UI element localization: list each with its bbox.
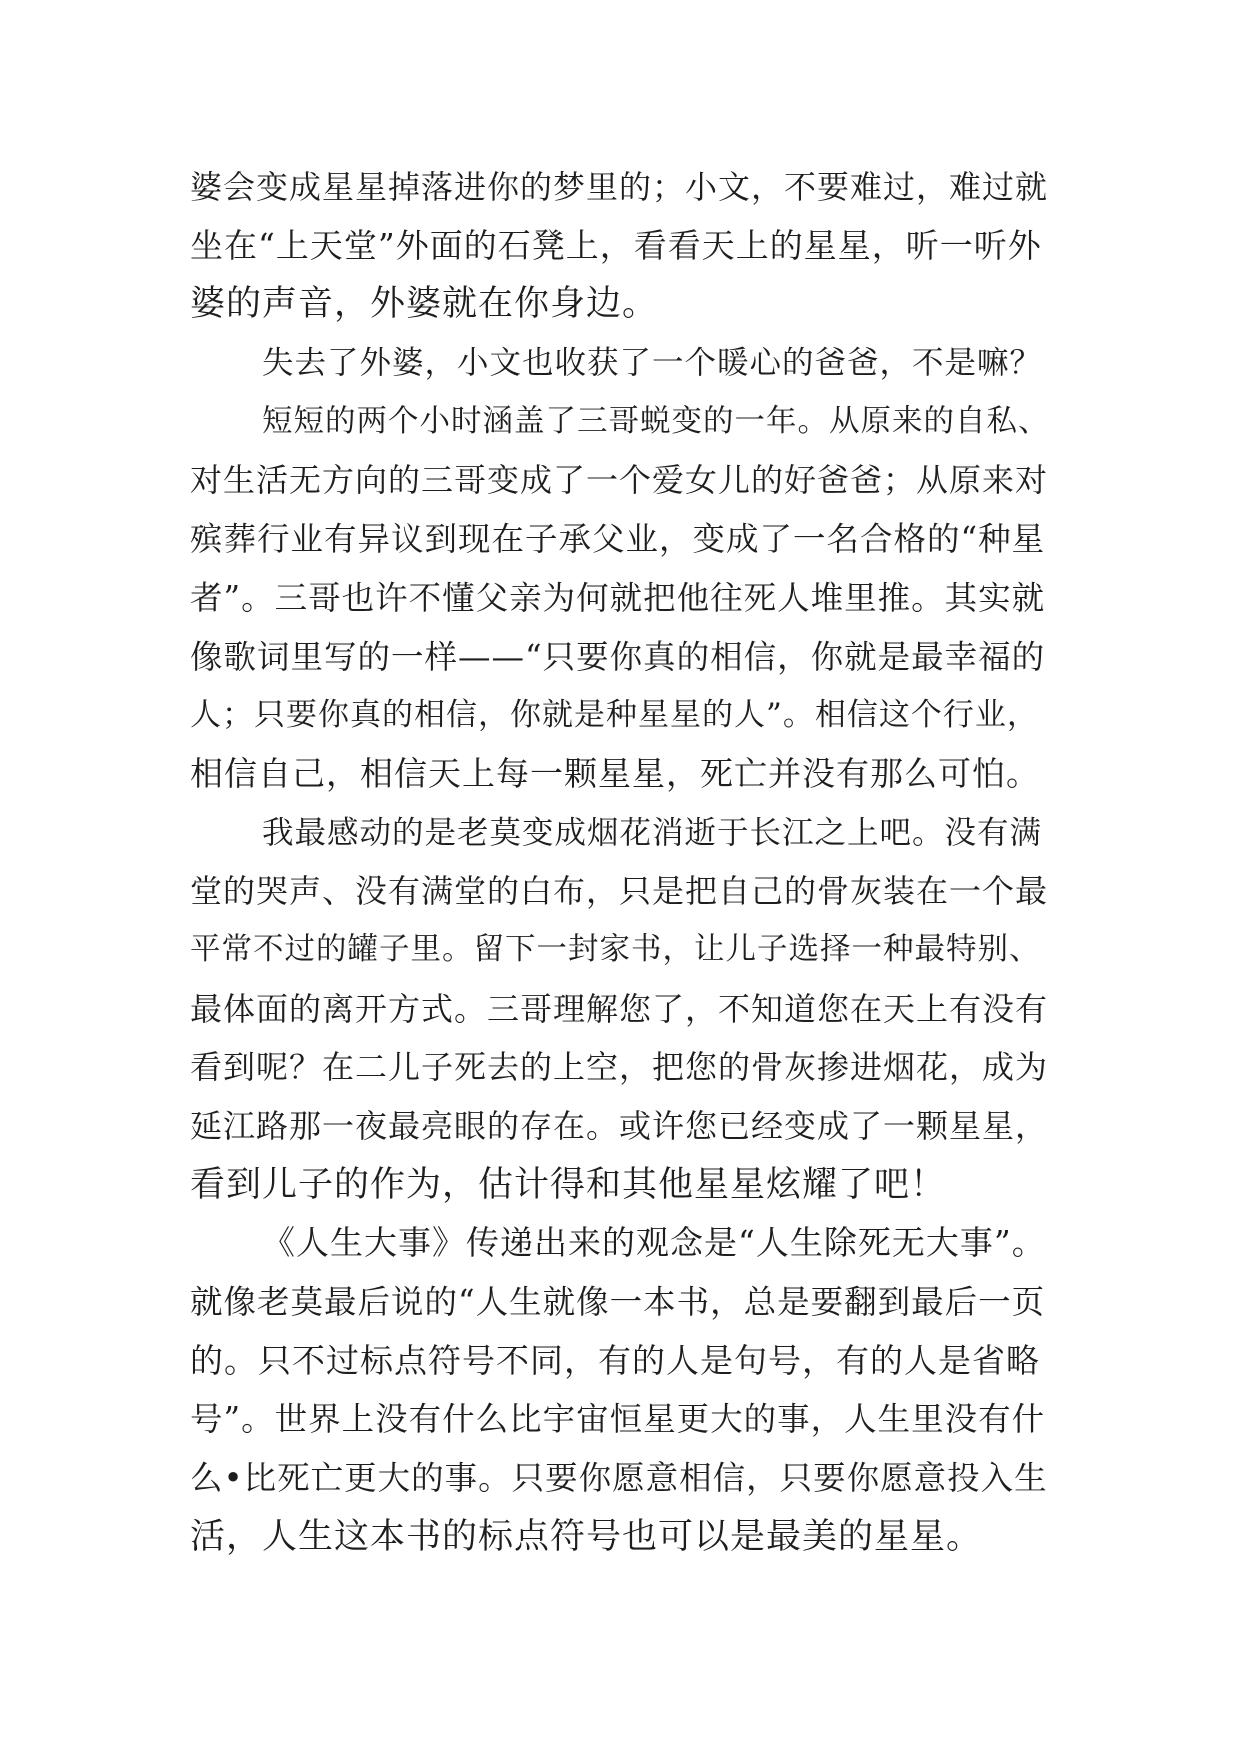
document-body (190, 158, 1050, 1567)
text-line: 么•比死亡更大的事。只要你愿意相信，只要你愿意投入生 (190, 1459, 1048, 1498)
text-line: 婆的声音，外婆就在你身边。 (190, 284, 659, 325)
text-line: 坐在“上天堂”外面的石凳上，看看天上的星星，听一听外 (190, 225, 1042, 265)
text-line: 的。只不过标点符号不同，有的人是句号，有的人是省略 (190, 1340, 1040, 1380)
text-line: 最体面的离开方式。三哥理解您了，不知道您在天上有没有 (190, 989, 1049, 1028)
text-line: 号”。世界上没有什么比宇宙恒星更大的事，人生里没有什 (190, 1400, 1046, 1439)
text-line: 看到呢？在二儿子死去的上空，把您的骨灰掺进烟花，成为 (190, 1048, 1049, 1087)
text-line: 就像老莫最后说的“人生就像一本书，总是要翻到最后一页 (190, 1283, 1046, 1322)
text-line: 者”。三哥也许不懂父亲为何就把他往死人堆里推。其实就 (190, 578, 1046, 617)
text-line: 像歌词里写的一样——“只要你真的相信，你就是最幸福的 (190, 637, 1046, 676)
text-line: 人；只要你真的相信，你就是种星星的人”。相信这个行业， (190, 697, 1039, 734)
text-line: 失去了外婆，小文也收获了一个暖心的爸爸，不是嘛？ (262, 345, 1043, 382)
text-line: 活，人生这本书的标点符号也可以是最美的星星。 (190, 1516, 983, 1557)
text-line: 看到儿子的作为，估计得和其他星星炫耀了吧！ (190, 1164, 947, 1205)
text-line: 延江路那一夜最亮眼的存在。或许您已经变成了一颗星星， (190, 1107, 1049, 1145)
text-line: 短短的两个小时涵盖了三哥蜕变的一年。从原来的自私、 (262, 403, 1050, 439)
text-line: 对生活无方向的三哥变成了一个爱女儿的好爸爸；从原来对 (190, 461, 1049, 500)
text-line: 堂的哭声、没有满堂的白布，只是把自己的骨灰装在一个最 (190, 872, 1049, 911)
text-line: 婆会变成星星掉落进你的梦里的；小文，不要难过，难过就 (190, 168, 1049, 206)
text-line: 殡葬行业有异议到现在子承父业，变成了一名合格的“种星 (190, 520, 1046, 559)
text-line: 我最感动的是老莫变成烟花消逝于长江之上吧。没有满 (262, 814, 1043, 851)
text-line: 相信自己，相信天上每一颗星星，死亡并没有那么可怕。 (190, 753, 1040, 793)
text-line: 平常不过的罐子里。留下一封家书，让儿子选择一种最特别、 (190, 931, 1041, 967)
text-line: 《人生大事》传递出来的观念是“人生除死无大事”。 (262, 1223, 1046, 1263)
